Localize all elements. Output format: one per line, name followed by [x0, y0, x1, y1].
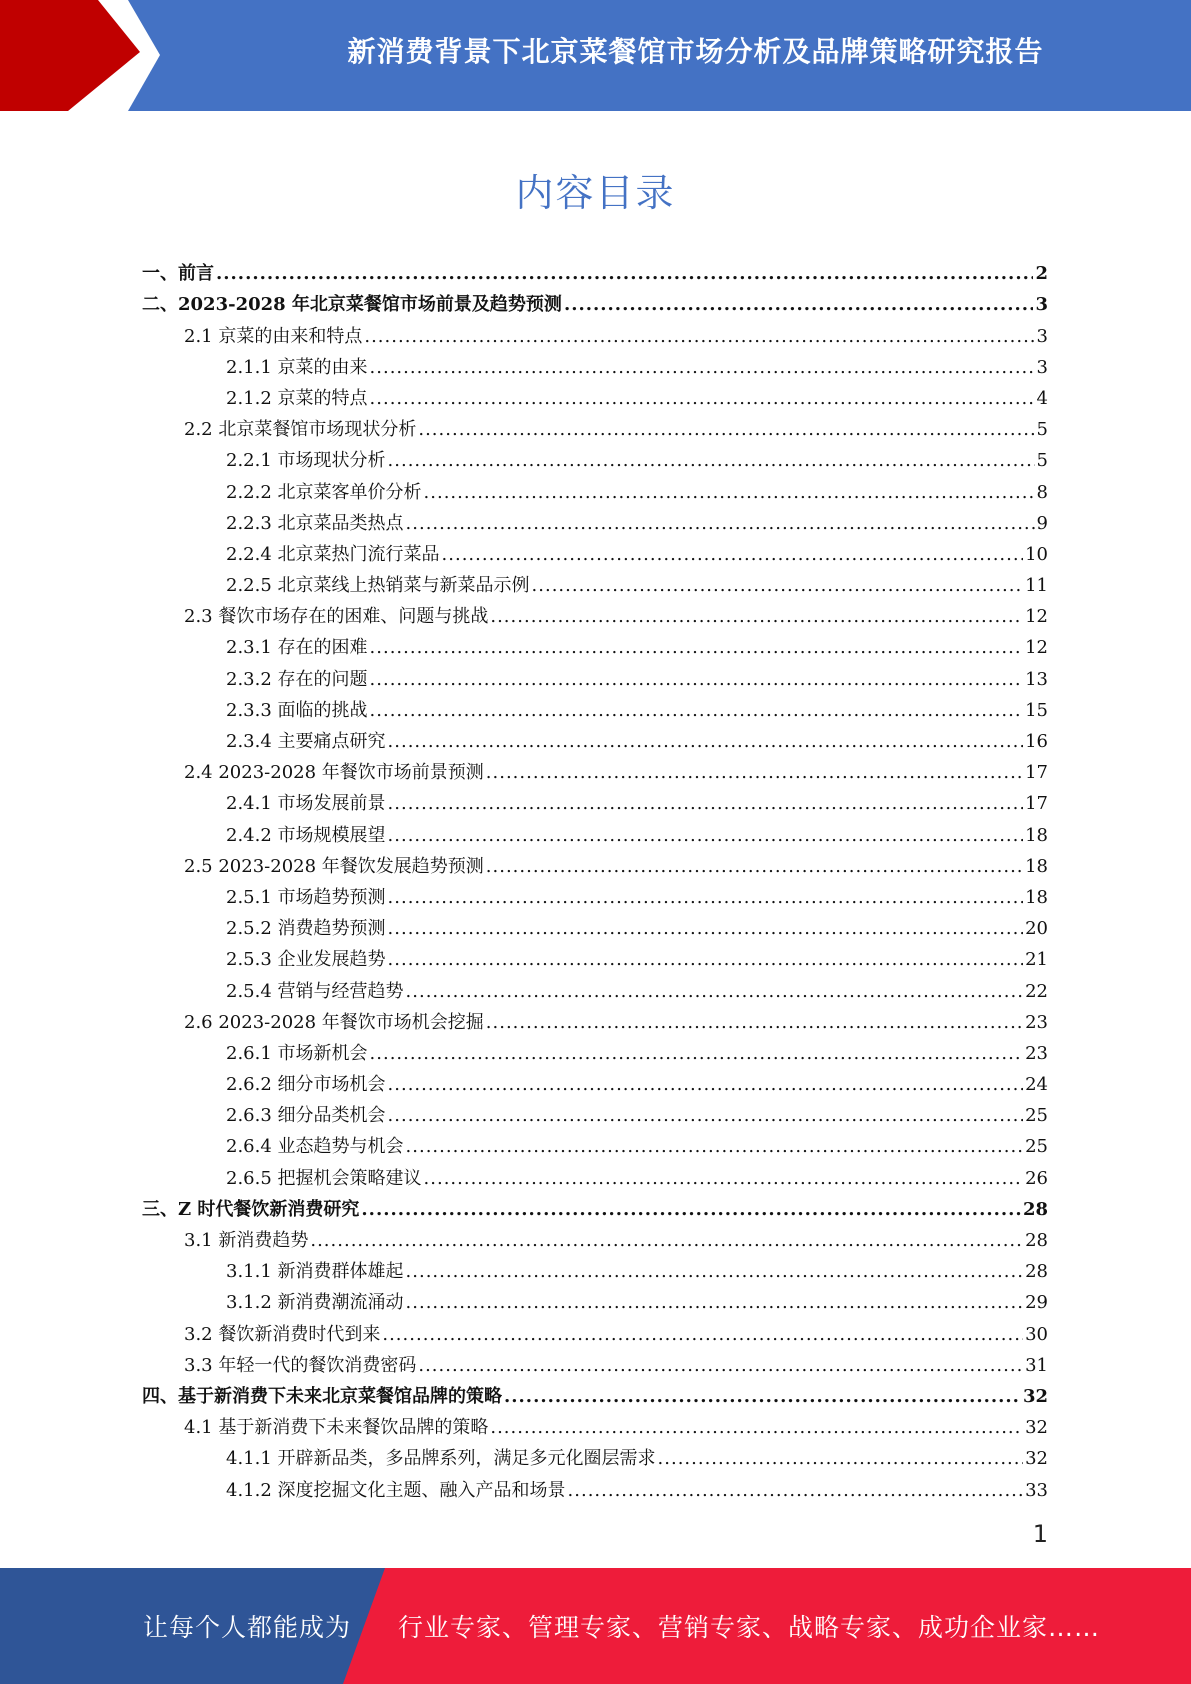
toc-dot-leader	[442, 544, 1024, 566]
toc-entry[interactable]	[142, 1346, 1048, 1377]
toc-entry-label: 2.3.2 存在的问题	[226, 668, 368, 690]
toc-entry[interactable]	[142, 971, 1048, 1002]
toc-entry-page: 32	[1025, 1448, 1048, 1470]
toc-entry-page: 17	[1025, 762, 1048, 784]
toc-entry-page: 26	[1025, 1167, 1048, 1189]
toc-entry[interactable]	[142, 722, 1048, 753]
toc-entry-page: 8	[1036, 481, 1048, 503]
toc-dot-leader	[658, 1448, 1024, 1470]
toc-dot-leader	[388, 450, 1035, 472]
toc-dot-leader	[406, 1261, 1024, 1283]
toc-dot-leader	[388, 731, 1024, 753]
toc-entry-label: 2.3.3 面临的挑战	[226, 699, 368, 721]
toc-entry[interactable]	[142, 1034, 1048, 1065]
toc-entry[interactable]	[142, 410, 1048, 441]
toc-entry[interactable]	[142, 566, 1048, 597]
toc-dot-leader	[490, 606, 1023, 628]
footer-slogan-left: 让每个人都能成为	[143, 1613, 352, 1642]
toc-entry[interactable]	[142, 815, 1048, 846]
toc-entry-label: 2.6.3 细分品类机会	[226, 1105, 386, 1127]
toc-entry[interactable]	[142, 1158, 1048, 1189]
toc-entry-page: 5	[1036, 419, 1048, 441]
toc-entry-label: 2.5.1 市场趋势预测	[226, 886, 386, 908]
toc-entry[interactable]	[142, 1003, 1048, 1034]
toc-dot-leader	[370, 388, 1035, 410]
toc-entry[interactable]	[142, 597, 1048, 628]
toc-entry-page: 32	[1022, 1385, 1048, 1407]
toc-entry-page: 15	[1025, 699, 1048, 721]
toc-entry[interactable]	[142, 285, 1048, 316]
toc-entry-page: 16	[1025, 731, 1048, 752]
toc-dot-leader	[382, 1324, 1023, 1346]
toc-entry[interactable]	[142, 1408, 1048, 1439]
toc-entry-label: 2.6.2 细分市场机会	[226, 1074, 386, 1096]
toc-entry-label: 2.1.1 京菜的由来	[226, 356, 368, 378]
toc-entry-label: 2.6 2023-2028 年餐饮市场机会挖掘	[184, 1011, 484, 1033]
toc-entry-label: 一、前言	[142, 263, 214, 285]
toc-entry-label: 2.5.3 企业发展趋势	[226, 949, 386, 971]
toc-entry-label: 2.4.1 市场发展前景	[226, 793, 386, 815]
toc-entry-label: 2.2.2 北京菜客单价分析	[226, 481, 422, 503]
toc-entry-label: 2.5.4 营销与经营趋势	[226, 980, 404, 1002]
toc-entry-page: 32	[1025, 1417, 1048, 1439]
toc-entry-page: 30	[1025, 1323, 1048, 1345]
toc-entry-page: 28	[1022, 1198, 1048, 1220]
toc-entry[interactable]	[142, 254, 1048, 285]
toc-dot-leader	[310, 1230, 1023, 1252]
toc-entry[interactable]	[142, 628, 1048, 659]
toc-entry[interactable]	[142, 1283, 1048, 1314]
toc-entry-label: 2.4.2 市场规模展望	[226, 824, 386, 846]
toc-dot-leader	[388, 793, 1024, 815]
toc-entry-label: 4.1 基于新消费下未来餐饮品牌的策略	[184, 1417, 489, 1439]
toc-dot-leader	[388, 1105, 1024, 1127]
toc-dot-leader	[424, 482, 1035, 504]
toc-entry[interactable]	[142, 1470, 1048, 1501]
toc-entry-page: 28	[1025, 1230, 1048, 1251]
toc-dot-leader	[564, 294, 1034, 316]
toc-entry-label: 四、基于新消费下未来北京菜餐馆品牌的策略	[142, 1385, 502, 1407]
toc-entry-page: 28	[1025, 1261, 1048, 1283]
page-number: 1	[1032, 1520, 1048, 1548]
toc-entry-page: 29	[1025, 1292, 1048, 1314]
toc-entry[interactable]	[142, 1221, 1048, 1252]
toc-entry-page: 22	[1025, 980, 1048, 1002]
toc-entry-label: 2.3.1 存在的困难	[226, 637, 368, 659]
toc-entry[interactable]	[142, 1065, 1048, 1096]
toc-entry-page: 5	[1036, 450, 1048, 472]
toc-dot-leader	[424, 1168, 1024, 1190]
toc-entry[interactable]	[142, 504, 1048, 535]
toc-dot-leader	[406, 1136, 1024, 1158]
toc-dot-leader	[504, 1386, 1021, 1408]
toc-dot-leader	[370, 1043, 1024, 1065]
toc-entry[interactable]	[142, 1314, 1048, 1345]
toc-entry-label: 2.6.5 把握机会策略建议	[226, 1167, 422, 1189]
toc-entry[interactable]	[142, 1439, 1048, 1470]
toc-dot-leader	[370, 637, 1024, 659]
toc-entry-label: 2.1.2 京菜的特点	[226, 387, 368, 409]
toc-entry[interactable]	[142, 472, 1048, 503]
toc-entry[interactable]	[142, 1252, 1048, 1283]
toc-entry[interactable]	[142, 1377, 1048, 1408]
toc-entry[interactable]	[142, 1190, 1048, 1221]
toc-entry[interactable]	[142, 535, 1048, 566]
toc-entry-page: 10	[1025, 543, 1048, 565]
toc-entry-page: 3	[1036, 325, 1048, 347]
toc-entry-page: 12	[1025, 606, 1048, 628]
toc-dot-leader	[388, 1074, 1024, 1096]
toc-entry-page: 23	[1025, 1042, 1048, 1064]
toc-entry[interactable]	[142, 784, 1048, 815]
toc-dot-leader	[406, 513, 1035, 535]
toc-entry-label: 3.1.1 新消费群体雄起	[226, 1261, 404, 1283]
toc-entry-page: 17	[1025, 793, 1048, 815]
toc-dot-leader	[364, 326, 1034, 348]
toc-entry-label: 2.3.4 主要痛点研究	[226, 731, 386, 752]
toc-entry-page: 3	[1036, 356, 1048, 378]
toc-entry-page: 2	[1035, 263, 1048, 285]
toc-dot-leader	[406, 981, 1024, 1003]
toc-dot-leader	[486, 1012, 1023, 1034]
toc-dot-leader	[370, 669, 1024, 691]
toc-entry-label: 2.3 餐饮市场存在的困难、问题与挑战	[184, 606, 489, 628]
toc-entry-page: 23	[1025, 1011, 1048, 1033]
toc-entry-label: 4.1.2 深度挖掘文化主题、融入产品和场景	[226, 1479, 566, 1501]
toc-entry-label: 3.3 年轻一代的餐饮消费密码	[184, 1354, 417, 1376]
toc-dot-leader	[216, 263, 1033, 285]
toc-dot-leader	[568, 1480, 1024, 1502]
toc-entry[interactable]	[142, 379, 1048, 410]
toc-entry-label: 2.2.4 北京菜热门流行菜品	[226, 543, 440, 565]
toc-entry-label: 2.4 2023-2028 年餐饮市场前景预测	[184, 762, 484, 784]
toc-entry-label: 2.2.3 北京菜品类热点	[226, 512, 404, 534]
toc-entry-label: 2.6.1 市场新机会	[226, 1042, 368, 1064]
toc-dot-leader	[370, 357, 1035, 379]
toc-entry-page: 18	[1025, 824, 1048, 846]
toc-entry-page: 11	[1025, 575, 1048, 597]
table-of-contents	[142, 254, 1048, 1502]
toc-entry-label: 3.1 新消费趋势	[184, 1230, 309, 1251]
toc-entry-label: 2.1 京菜的由来和特点	[184, 325, 363, 347]
toc-entry[interactable]	[142, 909, 1048, 940]
header-band	[0, 0, 1191, 111]
report-title: 新消费背景下北京菜餐馆市场分析及品牌策略研究报告	[347, 35, 1044, 68]
toc-entry-page: 9	[1036, 512, 1048, 534]
toc-entry-page: 21	[1025, 949, 1048, 971]
toc-dot-leader	[388, 918, 1024, 940]
toc-entry-page: 3	[1035, 294, 1048, 316]
toc-entry[interactable]	[142, 1127, 1048, 1158]
toc-dot-leader	[388, 887, 1024, 909]
toc-entry-page: 18	[1025, 886, 1048, 908]
toc-dot-leader	[370, 700, 1024, 722]
toc-entry[interactable]	[142, 441, 1048, 472]
toc-entry[interactable]	[142, 940, 1048, 971]
toc-entry-page: 31	[1025, 1354, 1048, 1376]
toc-dot-leader	[418, 1355, 1023, 1377]
toc-entry-label: 2.5 2023-2028 年餐饮发展趋势预测	[184, 855, 484, 877]
toc-dot-leader	[532, 575, 1024, 597]
toc-entry[interactable]	[142, 1096, 1048, 1127]
toc-entry[interactable]	[142, 753, 1048, 784]
toc-entry-page: 33	[1025, 1479, 1048, 1501]
toc-entry[interactable]	[142, 659, 1048, 690]
footer-band	[0, 1568, 1191, 1684]
toc-entry-page: 20	[1025, 918, 1048, 940]
toc-dot-leader	[361, 1199, 1021, 1221]
toc-entry-label: 2.6.4 业态趋势与机会	[226, 1136, 404, 1158]
toc-entry[interactable]	[142, 348, 1048, 379]
toc-dot-leader	[486, 856, 1023, 878]
toc-entry[interactable]	[142, 878, 1048, 909]
toc-entry-label: 2.2 北京菜餐馆市场现状分析	[184, 419, 417, 441]
toc-dot-leader	[418, 419, 1034, 441]
toc-entry-page: 24	[1025, 1074, 1048, 1096]
toc-entry-label: 2.2.5 北京菜线上热销菜与新菜品示例	[226, 575, 530, 597]
toc-entry-page: 18	[1025, 855, 1048, 877]
toc-entry-label: 三、Z 时代餐饮新消费研究	[142, 1198, 360, 1220]
toc-entry-label: 2.2.1 市场现状分析	[226, 450, 386, 472]
toc-entry-label: 4.1.1 开辟新品类，多品牌系列，满足多元化圈层需求	[226, 1448, 656, 1470]
toc-dot-leader	[406, 1292, 1024, 1314]
toc-entry[interactable]	[142, 316, 1048, 347]
toc-entry-page: 25	[1025, 1136, 1048, 1158]
toc-entry-page: 25	[1025, 1105, 1048, 1127]
footer-slogan-right: 行业专家、管理专家、营销专家、战略专家、成功企业家……	[398, 1613, 1101, 1642]
toc-entry-label: 2.5.2 消费趋势预测	[226, 918, 386, 940]
toc-dot-leader	[486, 762, 1023, 784]
toc-entry-label: 3.1.2 新消费潮流涌动	[226, 1292, 404, 1314]
toc-dot-leader	[490, 1417, 1023, 1439]
toc-dot-leader	[388, 825, 1024, 847]
toc-entry[interactable]	[142, 847, 1048, 878]
toc-dot-leader	[388, 949, 1024, 971]
toc-title: 内容目录	[515, 171, 676, 215]
toc-entry-page: 4	[1036, 387, 1048, 409]
toc-entry-label: 3.2 餐饮新消费时代到来	[184, 1323, 381, 1345]
toc-entry-label: 二、2023-2028 年北京菜餐馆市场前景及趋势预测	[142, 294, 562, 316]
toc-entry-page: 12	[1025, 637, 1048, 659]
toc-entry-page: 13	[1025, 668, 1048, 690]
header-arrow-decoration	[0, 0, 160, 111]
toc-entry[interactable]	[142, 691, 1048, 722]
